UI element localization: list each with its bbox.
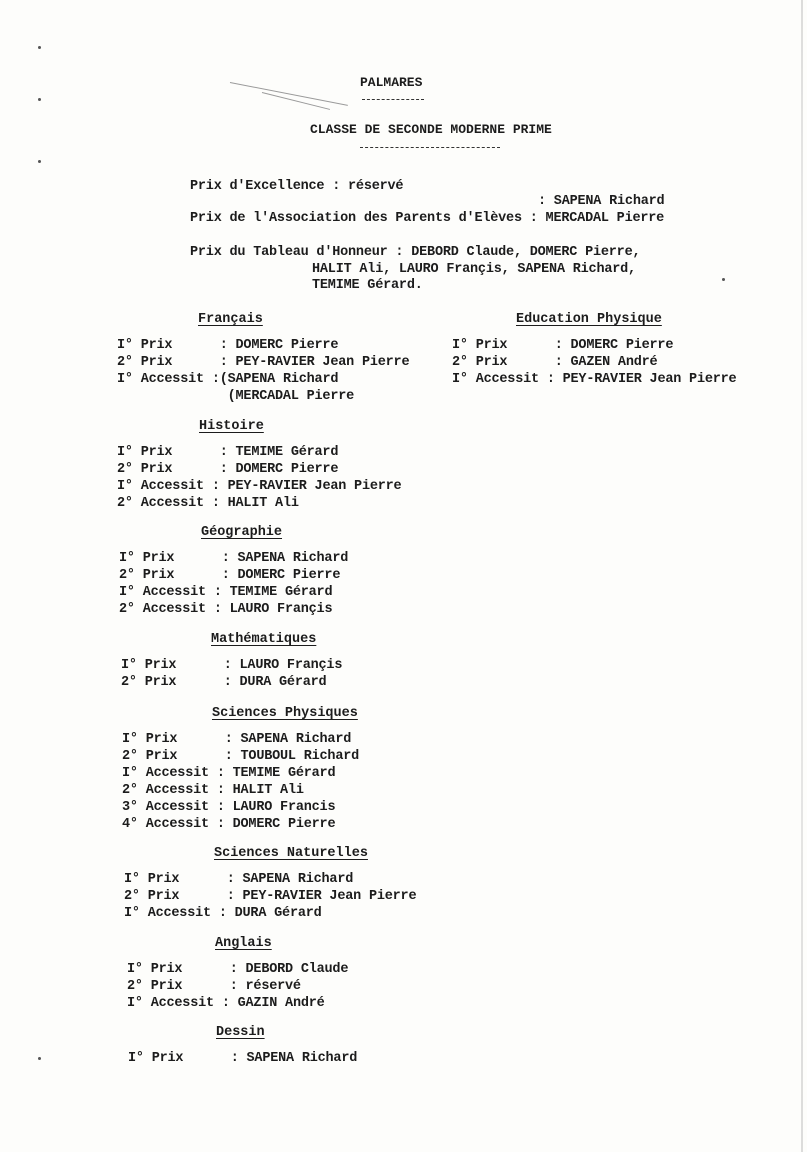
prix-tableau-honneur-cont: HALIT Ali, LAURO Françis, SAPENA Richard, bbox=[312, 262, 636, 277]
laureate: : PEY-RAVIER Jean Pierre bbox=[211, 479, 402, 494]
laureate: : SAPENA Richard bbox=[230, 1051, 358, 1066]
list-item bbox=[117, 495, 401, 512]
rank: 2° Prix bbox=[124, 889, 227, 904]
prix-association: Prix de l'Association des Parents d'Elèves : MERCADAL Pierre bbox=[190, 211, 665, 226]
laureate: : PEY-RAVIER Jean Pierre bbox=[226, 889, 417, 904]
laureate: : TEMIME Gérard bbox=[213, 585, 333, 600]
section-histoire bbox=[117, 418, 401, 512]
scan-smudge bbox=[230, 82, 348, 106]
section-heading: Dessin bbox=[216, 1025, 265, 1040]
list-item bbox=[117, 388, 409, 405]
list-item bbox=[124, 871, 416, 888]
rank: I° Prix bbox=[127, 962, 230, 977]
section-heading: Anglais bbox=[215, 936, 272, 951]
laureate: : DOMERC Pierre bbox=[221, 568, 341, 583]
rank: I° Accessit bbox=[117, 479, 212, 494]
laureate: (MERCADAL Pierre bbox=[219, 389, 355, 404]
rank: 3° Accessit bbox=[122, 800, 217, 815]
laureate: : réservé bbox=[229, 979, 301, 994]
list-item bbox=[127, 995, 348, 1012]
rank: 4° Accessit bbox=[122, 817, 217, 832]
section-heading: Sciences Physiques bbox=[212, 706, 358, 721]
rank: 2° Prix bbox=[127, 979, 230, 994]
laureate: : HALIT Ali bbox=[216, 783, 304, 798]
rank: I° Accessit bbox=[124, 906, 219, 921]
laureate: : GAZEN André bbox=[554, 355, 658, 370]
laureate: : DURA Gérard bbox=[223, 675, 327, 690]
laureate: : PEY-RAVIER Jean Pierre bbox=[546, 372, 737, 387]
rank: 2° Accessit bbox=[117, 496, 212, 511]
list-item bbox=[119, 584, 348, 601]
laureate: : LAURO Françis bbox=[213, 602, 333, 617]
section-sciences-naturelles bbox=[124, 845, 416, 922]
list-item bbox=[452, 371, 736, 388]
document-title: PALMARES bbox=[360, 75, 423, 90]
list-item bbox=[122, 731, 359, 748]
section-heading: Sciences Naturelles bbox=[214, 846, 368, 861]
list-item bbox=[124, 905, 416, 922]
rank: 2° Prix bbox=[452, 355, 555, 370]
rank: I° Prix bbox=[122, 732, 225, 747]
laureate: : LAURO Françis bbox=[223, 658, 343, 673]
list-item bbox=[121, 657, 342, 674]
rank: I° Prix bbox=[452, 338, 555, 353]
rank: I° Accessit bbox=[127, 996, 222, 1011]
rank: 2° Accessit bbox=[122, 783, 217, 798]
section-heading: Mathématiques bbox=[211, 632, 317, 647]
rank: 2° Prix bbox=[117, 355, 220, 370]
section-heading: Géographie bbox=[201, 525, 283, 540]
list-item bbox=[122, 748, 359, 765]
laureate: : LAURO Francis bbox=[216, 800, 336, 815]
rank: 2° Prix bbox=[122, 749, 225, 764]
section-mathematiques bbox=[121, 631, 342, 691]
list-item bbox=[127, 978, 348, 995]
rank: I° Accessit bbox=[119, 585, 214, 600]
section-geographie bbox=[119, 524, 348, 618]
laureate: : GAZIN André bbox=[221, 996, 325, 1011]
rank: I° Prix bbox=[117, 445, 220, 460]
title-underline bbox=[362, 99, 424, 100]
list-item bbox=[119, 567, 348, 584]
laureate: : PEY-RAVIER Jean Pierre bbox=[219, 355, 410, 370]
prix-excellence: Prix d'Excellence : réservé bbox=[190, 179, 404, 194]
list-item bbox=[121, 674, 342, 691]
scan-speck bbox=[722, 278, 725, 281]
laureate: : DOMERC Pierre bbox=[216, 817, 336, 832]
rank: 2° Prix bbox=[119, 568, 222, 583]
rank: I° Prix bbox=[117, 338, 220, 353]
list-item bbox=[122, 782, 359, 799]
prix-excellence-extra: : SAPENA Richard bbox=[538, 194, 665, 209]
list-item bbox=[117, 444, 401, 461]
prix-tableau-honneur: Prix du Tableau d'Honneur : DEBORD Claude, DOMERC Pierre, bbox=[190, 245, 641, 260]
rank: I° Prix bbox=[121, 658, 224, 673]
prix-tableau-honneur-cont: TEMIME Gérard. bbox=[312, 278, 423, 293]
document-subtitle: CLASSE DE SECONDE MODERNE PRIME bbox=[310, 122, 552, 137]
laureate: : DOMERC Pierre bbox=[219, 462, 339, 477]
section-anglais bbox=[127, 935, 348, 1012]
laureate: : SAPENA Richard bbox=[221, 551, 349, 566]
rank: I° Accessit bbox=[122, 766, 217, 781]
laureate: : DURA Gérard bbox=[218, 906, 322, 921]
section-education-physique bbox=[452, 311, 736, 388]
list-item bbox=[122, 799, 359, 816]
laureate: : SAPENA Richard bbox=[226, 872, 354, 887]
rank: 2° Prix bbox=[117, 462, 220, 477]
list-item bbox=[128, 1050, 357, 1067]
list-item bbox=[127, 961, 348, 978]
laureate: : TEMIME Gérard bbox=[216, 766, 336, 781]
subtitle-underline bbox=[360, 147, 500, 148]
rank bbox=[117, 388, 220, 405]
rank: 2° Prix bbox=[121, 675, 224, 690]
section-francais bbox=[117, 311, 409, 405]
rank: 2° Accessit bbox=[119, 602, 214, 617]
scan-speck bbox=[38, 46, 41, 49]
scan-speck bbox=[38, 160, 41, 163]
section-heading: Education Physique bbox=[516, 312, 662, 327]
section-heading: Français bbox=[198, 312, 263, 327]
laureate: : HALIT Ali bbox=[211, 496, 299, 511]
laureate: : TOUBOUL Richard bbox=[224, 749, 360, 764]
list-item bbox=[124, 888, 416, 905]
list-item bbox=[117, 478, 401, 495]
rank: I° Prix bbox=[128, 1051, 231, 1066]
list-item bbox=[452, 337, 736, 354]
rank: I° Prix bbox=[124, 872, 227, 887]
list-item bbox=[117, 337, 409, 354]
laureate: : DOMERC Pierre bbox=[219, 338, 339, 353]
list-item bbox=[117, 354, 409, 371]
list-item bbox=[122, 765, 359, 782]
list-item bbox=[452, 354, 736, 371]
section-dessin bbox=[128, 1024, 357, 1067]
scan-edge bbox=[801, 0, 803, 1152]
laureate: : DEBORD Claude bbox=[229, 962, 349, 977]
list-item bbox=[122, 816, 359, 833]
scan-speck bbox=[38, 98, 41, 101]
rank: I° Prix bbox=[119, 551, 222, 566]
laureate: :(SAPENA Richard bbox=[211, 372, 339, 387]
section-sciences-physiques bbox=[122, 705, 359, 833]
laureate: : SAPENA Richard bbox=[224, 732, 352, 747]
list-item bbox=[119, 550, 348, 567]
rank: I° Accessit bbox=[117, 372, 212, 387]
scan-speck bbox=[38, 1057, 41, 1060]
laureate: : DOMERC Pierre bbox=[554, 338, 674, 353]
list-item bbox=[117, 461, 401, 478]
list-item bbox=[119, 601, 348, 618]
rank: I° Accessit bbox=[452, 372, 547, 387]
section-heading: Histoire bbox=[199, 419, 264, 434]
list-item bbox=[117, 371, 409, 388]
laureate: : TEMIME Gérard bbox=[219, 445, 339, 460]
